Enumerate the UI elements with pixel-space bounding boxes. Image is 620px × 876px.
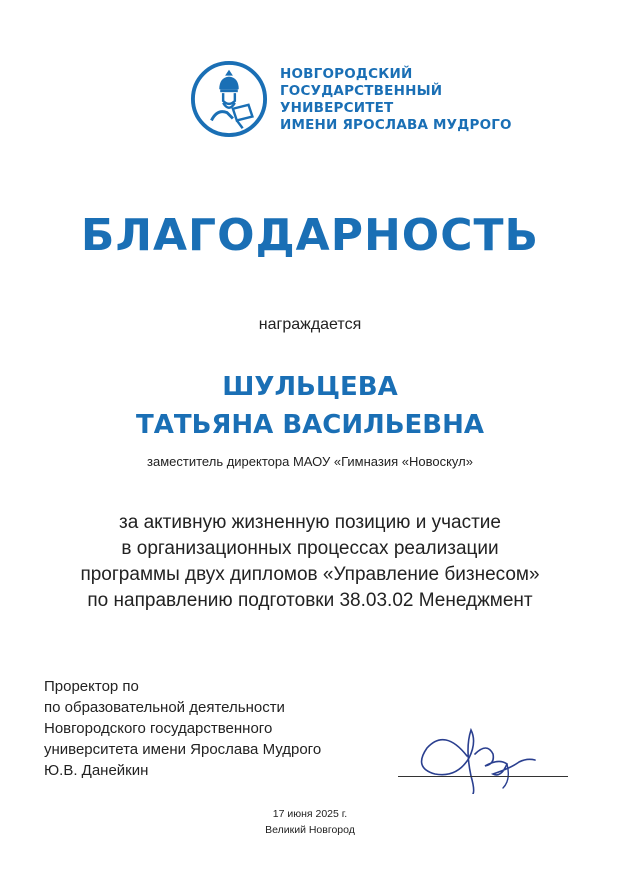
university-name-line: ГОСУДАРСТВЕННЫЙ <box>280 83 443 99</box>
recipient-position: заместитель директора МАОУ «Гимназия «Новоскул» <box>147 454 473 469</box>
recipient-given-names: ТАТЬЯНА ВАСИЛЬЕВНА <box>135 410 485 440</box>
university-logo <box>190 60 512 138</box>
signer-line: Новгородского государственного <box>44 720 273 737</box>
signer-block <box>44 676 321 781</box>
signer-line: Проректор по <box>44 678 139 695</box>
award-reason <box>0 510 620 614</box>
reason-line: в организационных процессах реализации <box>121 538 499 559</box>
issue-date: 17 июня 2025 г. <box>272 808 348 820</box>
issue-city: Великий Новгород <box>265 824 355 836</box>
signer-name: Ю.В. Данейкин <box>44 762 149 779</box>
university-name-line: УНИВЕРСИТЕТ <box>280 100 394 116</box>
university-emblem-icon <box>190 60 268 138</box>
footer <box>0 806 620 838</box>
recipient-name <box>0 368 620 444</box>
reason-line: по направлению подготовки 38.03.02 Менеджмент <box>87 590 533 611</box>
signature-line <box>398 776 568 777</box>
university-name-line: ИМЕНИ ЯРОСЛАВА МУДРОГО <box>280 117 512 133</box>
signer-line: по образовательной деятельности <box>44 699 285 716</box>
signer-line: университета имени Ярослава Мудрого <box>44 741 322 758</box>
recipient-surname: ШУЛЬЦЕВА <box>222 372 398 402</box>
certificate-title: БЛАГОДАРНОСТЬ <box>80 210 540 261</box>
handwritten-signature <box>415 718 555 794</box>
university-name <box>280 66 512 134</box>
reason-line: программы двух дипломов «Управление бизнесом» <box>80 564 540 585</box>
university-name-line: НОВГОРОДСКИЙ <box>280 66 413 82</box>
reason-line: за активную жизненную позицию и участие <box>119 512 501 533</box>
awarded-label: награждается <box>258 316 362 333</box>
